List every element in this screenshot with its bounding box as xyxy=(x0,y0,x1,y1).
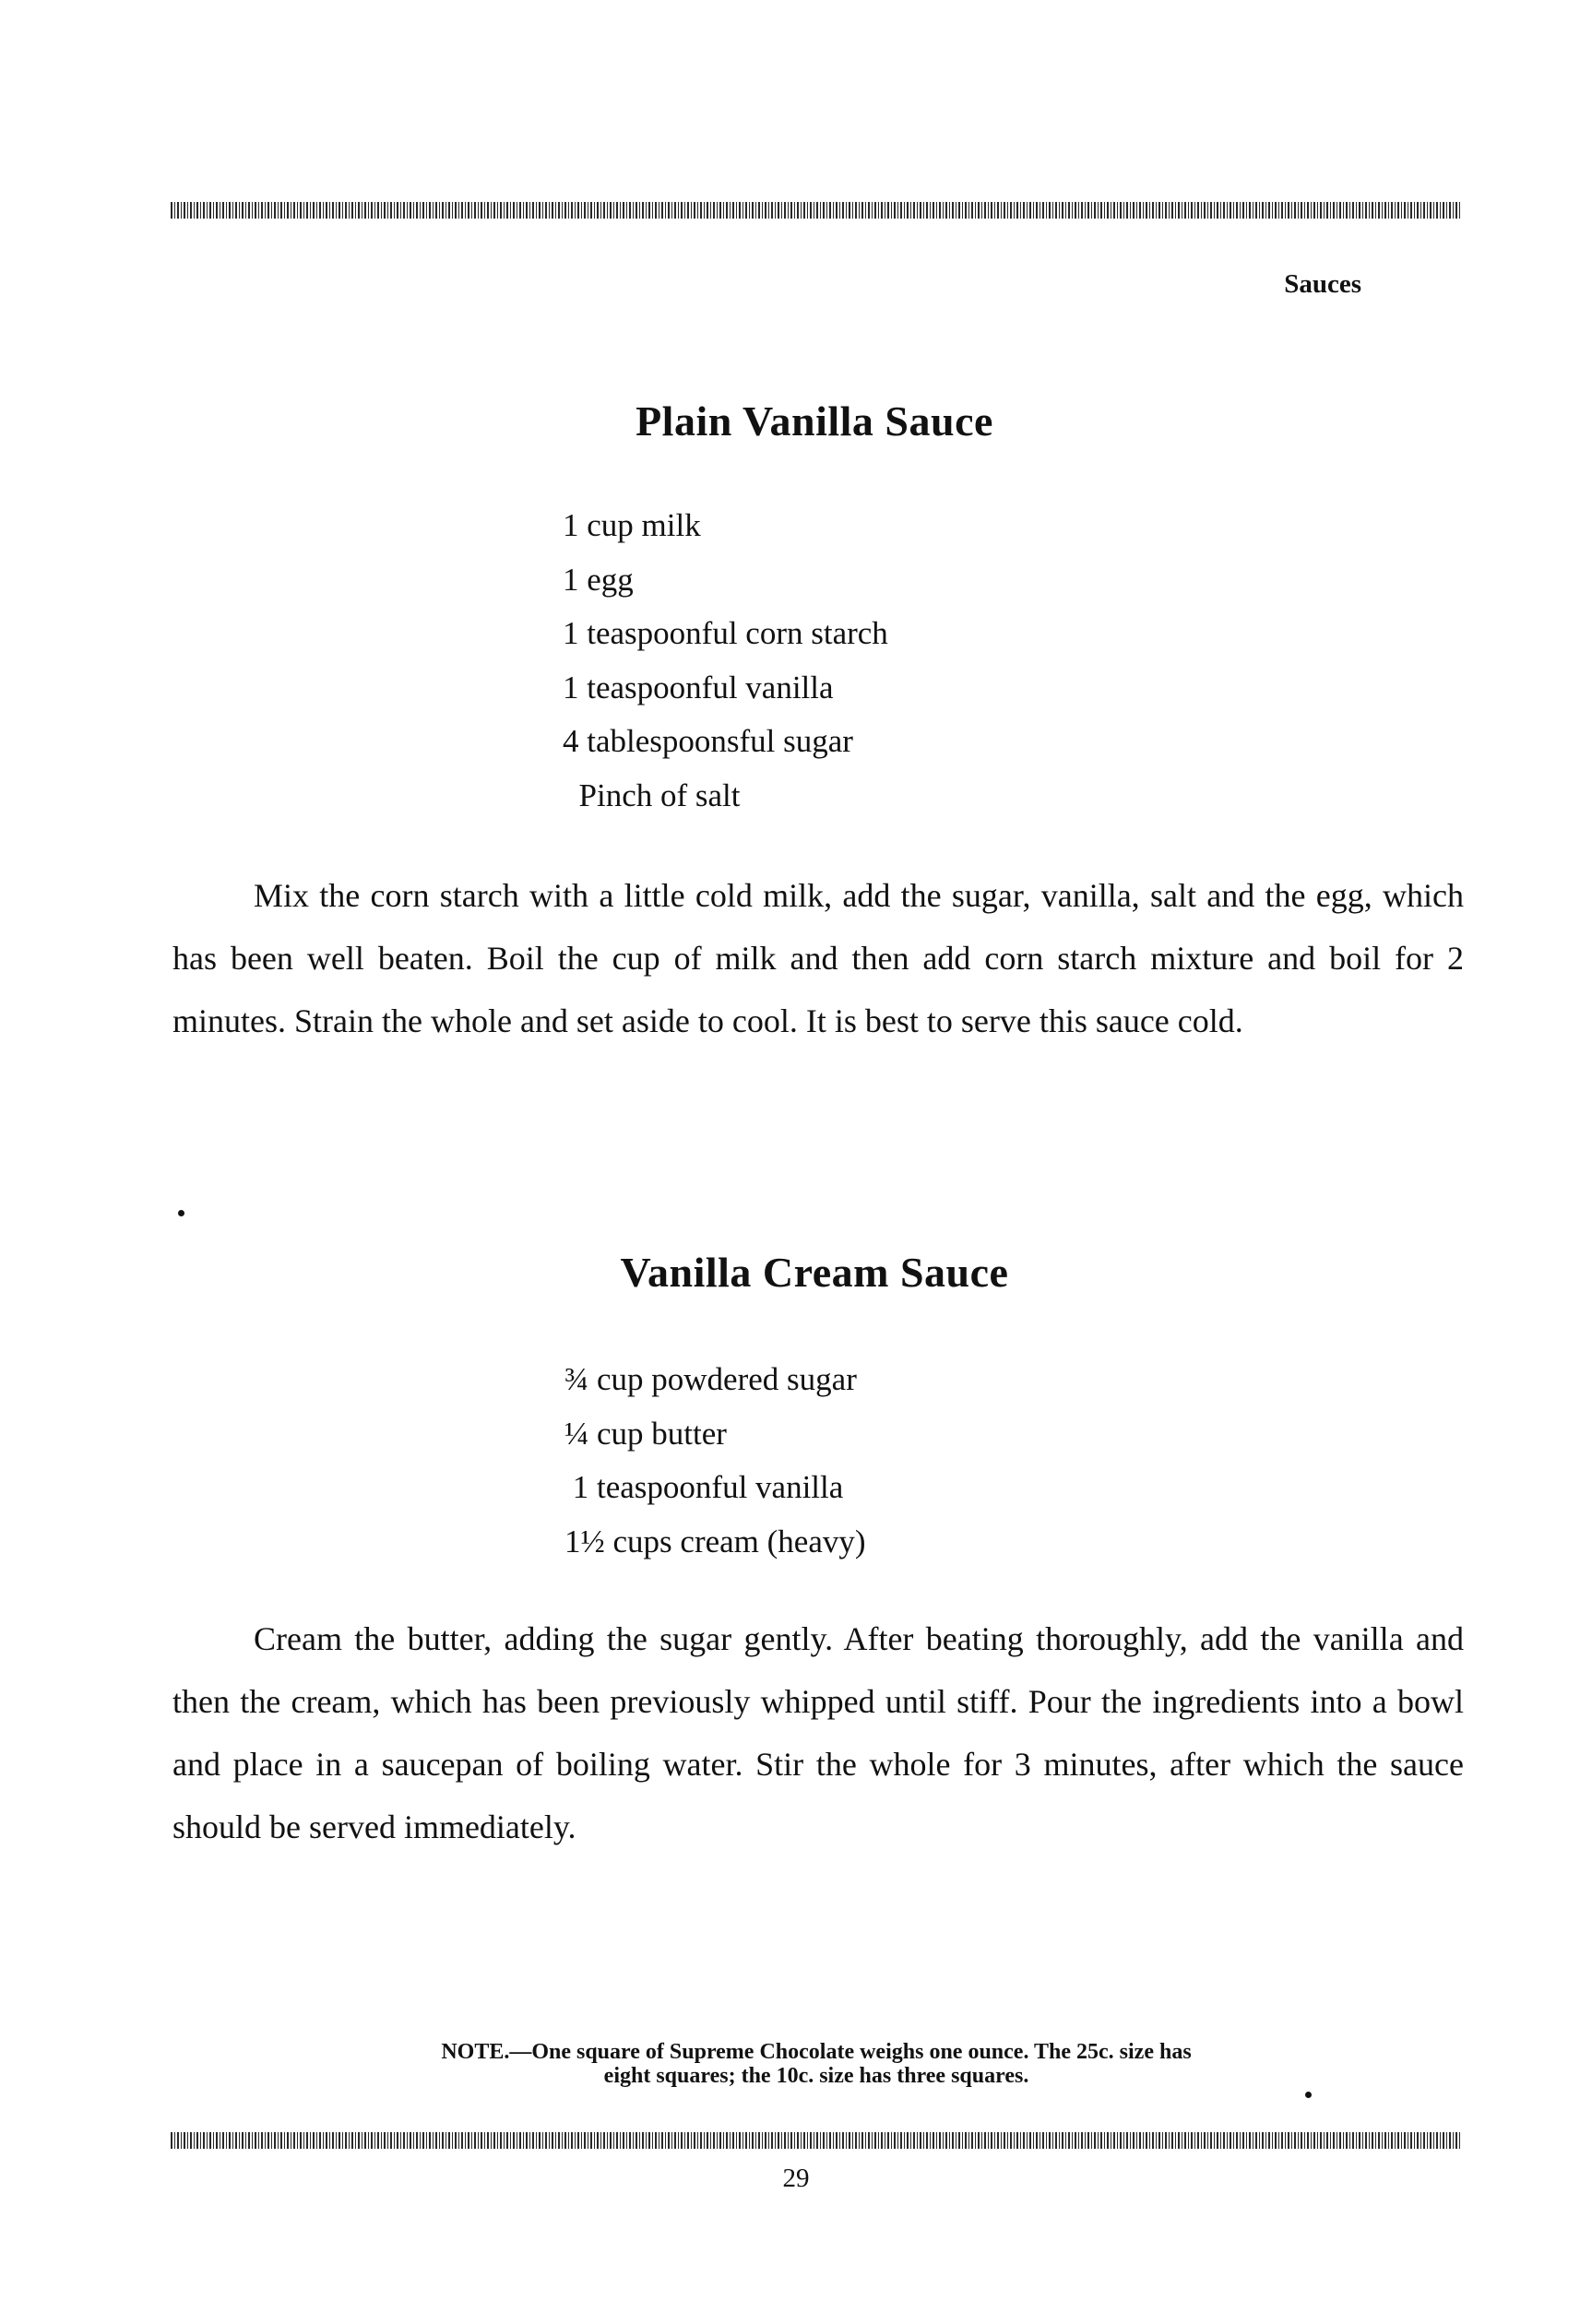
ingredient-item: 1 teaspoonful vanilla xyxy=(563,669,834,706)
ingredient-item: 1 cup milk xyxy=(563,507,701,543)
top-decorative-rule xyxy=(171,202,1462,219)
ingredient-item: 1 teaspoonful vanilla xyxy=(564,1469,844,1505)
ingredient-item: 1 teaspoonful corn starch xyxy=(563,615,888,651)
print-speck xyxy=(1305,2092,1312,2098)
ingredient-list-vanilla-cream-sauce xyxy=(564,1353,866,1569)
running-header-section: Sauces xyxy=(1284,269,1361,299)
footnote-line: NOTE.—One square of Supreme Chocolate weighs one ounce. The 25c. size has xyxy=(441,2040,1192,2064)
ingredient-item: Pinch of salt xyxy=(563,777,741,813)
ingredient-item: ¼ cup butter xyxy=(564,1415,727,1452)
footnote xyxy=(254,2040,1379,2088)
recipe-directions-vanilla-cream-sauce: Cream the butter, adding the sugar gently. After beating thoroughly, add the vanilla and then the cream, which has been previously whipped until stiff. Pour the ingredients into a bowl and place in a saucepan of boiling water. Stir the whole for 3 minutes, after which the sauce should be served immediately. xyxy=(172,1620,1464,1845)
print-speck xyxy=(178,1210,184,1216)
page-number: 29 xyxy=(782,2164,810,2193)
recipe-title-plain-vanilla-sauce: Plain Vanilla Sauce xyxy=(636,397,993,445)
ingredient-item: 1½ cups cream (heavy) xyxy=(564,1523,866,1559)
ingredient-item: 1 egg xyxy=(563,561,634,598)
recipe-title-vanilla-cream-sauce: Vanilla Cream Sauce xyxy=(620,1249,1009,1296)
bottom-decorative-rule xyxy=(171,2132,1462,2149)
ingredient-list-plain-vanilla-sauce xyxy=(563,499,888,823)
ingredient-item: 4 tablespoonsful sugar xyxy=(563,723,853,759)
recipe-directions-plain-vanilla-sauce: Mix the corn starch with a little cold milk, add the sugar, vanilla, salt and the egg, which has been well beaten. Boil the cup of milk and then add corn starch mixture and boil for 2 minutes. Strain the whole and set aside to cool. It is best to serve this sauce cold. xyxy=(172,877,1464,1039)
footnote-line: eight squares; the 10c. size has three squares. xyxy=(603,2064,1029,2088)
ingredient-item: ¾ cup powdered sugar xyxy=(564,1361,857,1397)
